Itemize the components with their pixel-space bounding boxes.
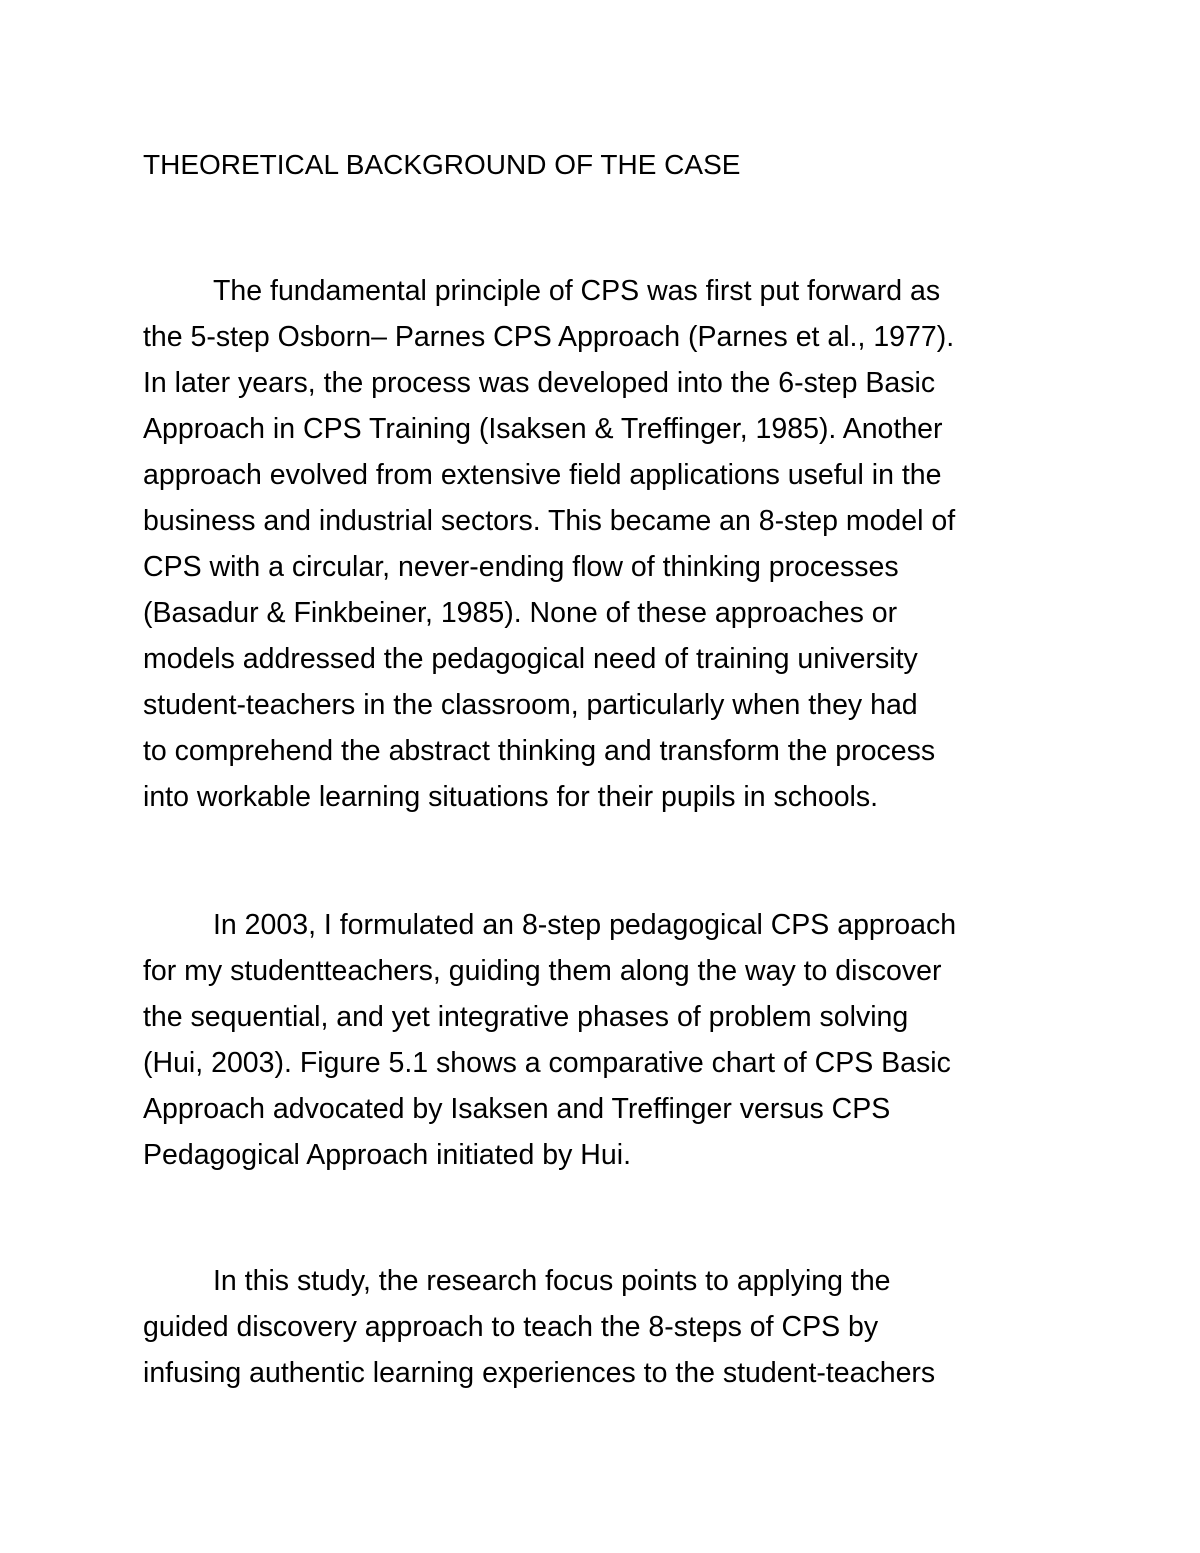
paragraph-line: the sequential, and yet integrative phases of problem solving — [143, 1001, 909, 1033]
paragraph-2 — [143, 902, 956, 1178]
paragraph-line: (Basadur & Finkbeiner, 1985). None of these approaches or — [143, 597, 898, 629]
paragraph-line: guided discovery approach to teach the 8-steps of CPS by — [143, 1311, 879, 1343]
paragraph-line: In this study, the research focus points to applying the — [213, 1265, 891, 1297]
paragraph-1 — [143, 268, 955, 820]
paragraph-line: Pedagogical Approach initiated by Hui. — [143, 1139, 631, 1171]
paragraph-line: Approach advocated by Isaksen and Treffinger versus CPS — [143, 1093, 891, 1125]
paragraph-line: student-teachers in the classroom, particularly when they had — [143, 689, 918, 721]
paragraph-line: In later years, the process was developed into the 6-step Basic — [143, 367, 936, 399]
paragraph-line: for my studentteachers, guiding them along the way to discover — [143, 955, 942, 987]
paragraph-line: business and industrial sectors. This became an 8-step model of — [143, 505, 956, 537]
paragraph-line: CPS with a circular, never-ending flow of thinking processes — [143, 551, 899, 583]
paragraph-line: The fundamental principle of CPS was first put forward as — [213, 275, 941, 307]
paragraph-line: Approach in CPS Training (Isaksen & Treffinger, 1985). Another — [143, 413, 943, 445]
paragraph-line: (Hui, 2003). Figure 5.1 shows a comparative chart of CPS Basic — [143, 1047, 951, 1079]
paragraph-line: infusing authentic learning experiences to the student-teachers — [143, 1357, 936, 1389]
paragraph-line: to comprehend the abstract thinking and transform the process — [143, 735, 936, 767]
paragraph-line: the 5-step Osborn– Parnes CPS Approach (Parnes et al., 1977). — [143, 321, 955, 353]
paragraph-line: approach evolved from extensive field applications useful in the — [143, 459, 942, 491]
paragraph-3 — [143, 1258, 935, 1396]
paragraph-line: models addressed the pedagogical need of training university — [143, 643, 918, 675]
document-heading: THEORETICAL BACKGROUND OF THE CASE — [143, 149, 741, 180]
paragraph-line: In 2003, I formulated an 8-step pedagogical CPS approach — [213, 909, 957, 941]
paragraph-line: into workable learning situations for their pupils in schools. — [143, 781, 879, 813]
